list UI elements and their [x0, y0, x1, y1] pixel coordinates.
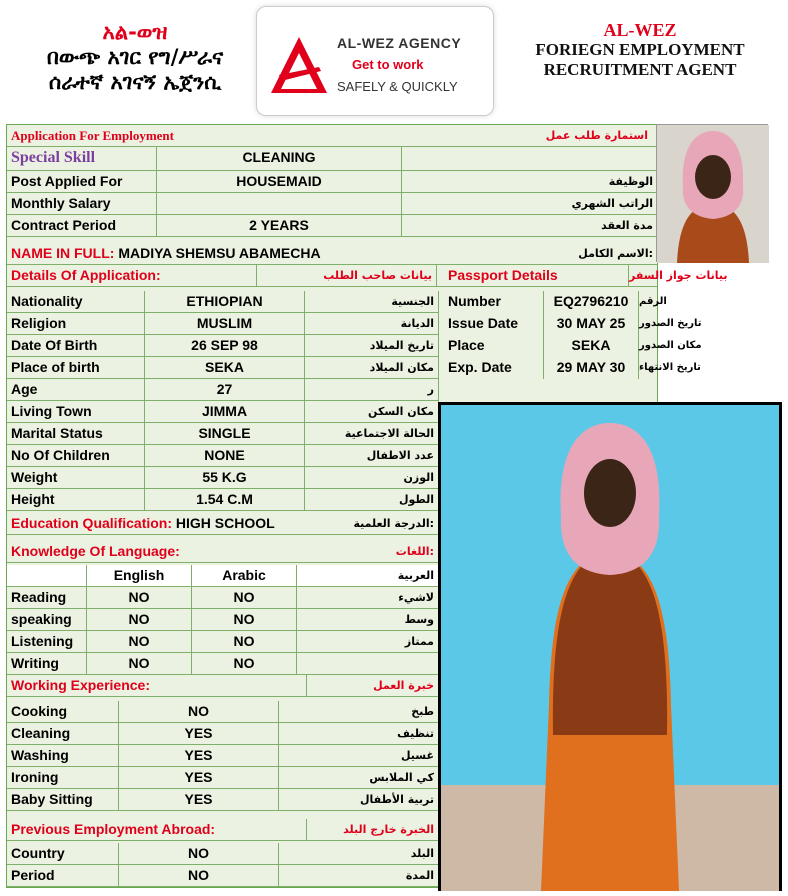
salary-label-ar: الراتب الشهري: [571, 197, 653, 210]
experience-value: YES: [119, 723, 279, 744]
detail-label: No Of Children: [7, 445, 145, 466]
full-name-label-ar: الاسم الكامل:: [578, 247, 653, 260]
language-skill-label: Writing: [7, 653, 87, 674]
experience-row: [7, 745, 439, 767]
detail-row: [7, 423, 439, 445]
english-agency-name: AL-WEZ: [603, 20, 677, 40]
passport-value: 30 MAY 25: [544, 313, 639, 335]
details-title-ar: بيانات صاحب الطلب: [257, 265, 437, 286]
experience-label-ar: تنظيف: [279, 723, 439, 744]
post-value: HOUSEMAID: [157, 171, 402, 192]
language-skill-label: Listening: [7, 631, 87, 652]
passport-row: [7, 313, 657, 335]
language-arabic-level: NO: [192, 631, 297, 652]
full-body-photo: [438, 402, 782, 891]
language-skill-ar: ممتاز: [297, 631, 439, 652]
language-english-level: NO: [87, 631, 192, 652]
detail-row: [7, 401, 439, 423]
language-row: [7, 631, 439, 653]
detail-label-ar: ر: [305, 379, 439, 400]
experience-value: NO: [119, 701, 279, 722]
post-label: Post Applied For: [7, 171, 157, 192]
passport-label: Exp. Date: [444, 357, 544, 379]
experience-title-ar: خبرة العمل: [307, 675, 439, 696]
amharic-line-2: በውጭ አገር የግ/ሥራና: [46, 45, 224, 69]
detail-label-ar: الوزن: [305, 467, 439, 488]
experience-label: Baby Sitting: [7, 789, 119, 810]
plane-logo-icon: [269, 35, 329, 95]
language-skill-ar: [297, 653, 439, 674]
abroad-title-ar: الخبرة خارج البلد: [307, 819, 439, 840]
detail-label: Nationality: [7, 291, 145, 312]
detail-label: Place of birth: [7, 357, 145, 378]
passport-photo: [656, 124, 768, 262]
passport-row: [7, 357, 657, 379]
language-row: [7, 587, 439, 609]
detail-label: Living Town: [7, 401, 145, 422]
detail-label: Age: [7, 379, 145, 400]
detail-label-ar: مكان السكن: [305, 401, 439, 422]
abroad-title-row: [7, 819, 439, 841]
education-label: Education Qualification:: [11, 515, 173, 531]
application-title: Application For Employment: [11, 128, 174, 143]
abroad-value: NO: [119, 865, 279, 886]
special-skill-value: CLEANING: [157, 147, 402, 170]
detail-label: Date Of Birth: [7, 335, 145, 356]
details-title-row: [7, 265, 728, 287]
experience-label-ar: تربية الأطفال: [279, 789, 439, 810]
detail-label: Height: [7, 489, 145, 510]
language-arabic-level: NO: [192, 653, 297, 674]
logo-name: AL-WEZ AGENCY: [337, 35, 462, 51]
language-title-ar: اللغات:: [327, 541, 439, 562]
english-header: [520, 20, 760, 80]
language-arabic-level: NO: [192, 609, 297, 630]
post-label-ar: الوظيفة: [608, 175, 653, 188]
language-row: [7, 609, 439, 631]
english-line-2: FORIEGN EMPLOYMENT: [535, 40, 745, 59]
detail-row: [7, 379, 439, 401]
experience-label-ar: كي الملابس: [279, 767, 439, 788]
experience-label: Ironing: [7, 767, 119, 788]
detail-label: Religion: [7, 313, 145, 334]
language-col-english: English: [87, 565, 192, 586]
amharic-agency-name: አል-ወዝ: [102, 20, 168, 44]
passport-row: [7, 291, 657, 313]
experience-label: Washing: [7, 745, 119, 766]
language-title: Knowledge Of Language:: [11, 543, 180, 559]
language-skill-label: Reading: [7, 587, 87, 608]
full-name-row: [7, 243, 657, 265]
agency-logo: [256, 6, 494, 116]
passport-label: Issue Date: [444, 313, 544, 335]
language-english-level: NO: [87, 587, 192, 608]
experience-label: Cooking: [7, 701, 119, 722]
experience-value: YES: [119, 745, 279, 766]
amharic-line-3: ሰራተኛ አገናኝ ኤጀንሲ: [48, 70, 222, 94]
abroad-label: Country: [7, 843, 119, 864]
detail-label: Marital Status: [7, 423, 145, 444]
abroad-row: [7, 865, 439, 887]
language-english-level: NO: [87, 653, 192, 674]
experience-row: [7, 789, 439, 811]
education-row: [7, 513, 439, 535]
special-skill-label: Special Skill: [7, 147, 157, 170]
passport-row: [7, 335, 657, 357]
abroad-label-ar: البلد: [279, 843, 439, 864]
amharic-header: [20, 20, 250, 95]
experience-value: YES: [119, 767, 279, 788]
experience-row: [7, 701, 439, 723]
contract-label: Contract Period: [7, 215, 157, 236]
detail-value: SINGLE: [145, 423, 305, 444]
full-name-label: NAME IN FULL:: [11, 245, 115, 261]
contract-label-ar: مدة العقد: [601, 219, 653, 232]
abroad-label-ar: المدة: [279, 865, 439, 886]
passport-value: 29 MAY 30: [544, 357, 639, 379]
passport-label: Number: [444, 291, 544, 313]
experience-title-row: [7, 675, 439, 697]
experience-label: Cleaning: [7, 723, 119, 744]
language-header-row: [7, 565, 439, 587]
language-col-ar: العربية: [297, 565, 439, 586]
salary-value: [157, 193, 402, 214]
passport-label-ar: تاريخ الصدور: [639, 318, 702, 329]
person-full-body-icon: [441, 405, 779, 891]
detail-value: 1.54 C.M: [145, 489, 305, 510]
post-row: [7, 171, 657, 193]
language-english-level: NO: [87, 609, 192, 630]
experience-title: Working Experience:: [7, 675, 307, 696]
full-name-value: MADIYA SHEMSU ABAMECHA: [118, 245, 321, 261]
detail-row: [7, 489, 439, 511]
detail-label-ar: الديانة: [305, 313, 439, 334]
abroad-label: Period: [7, 865, 119, 886]
application-title-row: [7, 125, 657, 147]
detail-row: [7, 445, 439, 467]
passport-title: Passport Details: [444, 265, 629, 286]
experience-value: YES: [119, 789, 279, 810]
contract-row: [7, 215, 657, 237]
detail-value: 27: [145, 379, 305, 400]
detail-value: ETHIOPIAN: [145, 291, 305, 312]
special-skill-blank: [402, 147, 657, 170]
logo-subtitle: SAFELY & QUICKLY: [337, 79, 458, 94]
detail-value: SEKA: [145, 357, 305, 378]
contract-value: 2 YEARS: [157, 215, 402, 236]
salary-row: [7, 193, 657, 215]
detail-label-ar: مكان الميلاد: [305, 357, 439, 378]
education-label-ar: الدرجة العلمية:: [327, 513, 439, 534]
passport-value: EQ2796210: [544, 291, 639, 313]
language-arabic-level: NO: [192, 587, 297, 608]
passport-title-ar: بيانات جواز السفر: [629, 269, 728, 282]
passport-label: Place: [444, 335, 544, 357]
english-line-3: RECRUITMENT AGENT: [543, 60, 737, 79]
passport-label-ar: تاريخ الانتهاء: [639, 362, 701, 373]
salary-label: Monthly Salary: [7, 193, 157, 214]
experience-row: [7, 767, 439, 789]
experience-row: [7, 723, 439, 745]
detail-label-ar: عدد الاطفال: [305, 445, 439, 466]
language-title-row: [7, 541, 439, 563]
detail-value: MUSLIM: [145, 313, 305, 334]
abroad-value: NO: [119, 843, 279, 864]
experience-label-ar: طبخ: [279, 701, 439, 722]
application-title-ar: استمارة طلب عمل: [545, 129, 648, 142]
abroad-title: Previous Employment Abroad:: [7, 819, 307, 840]
detail-label-ar: الطول: [305, 489, 439, 510]
language-skill-label: speaking: [7, 609, 87, 630]
passport-value: SEKA: [544, 335, 639, 357]
passport-label-ar: الرقم: [639, 296, 667, 307]
detail-value: JIMMA: [145, 401, 305, 422]
detail-label: Weight: [7, 467, 145, 488]
language-skill-ar: وسط: [297, 609, 439, 630]
detail-label-ar: تاريخ الميلاد: [305, 335, 439, 356]
detail-label-ar: الحالة الاجتماعية: [305, 423, 439, 444]
language-row: [7, 653, 439, 675]
passport-label-ar: مكان الصدور: [639, 340, 702, 351]
detail-value: NONE: [145, 445, 305, 466]
language-col-arabic: Arabic: [192, 565, 297, 586]
detail-label-ar: الجنسية: [305, 291, 439, 312]
experience-label-ar: غسيل: [279, 745, 439, 766]
detail-value: 55 K.G: [145, 467, 305, 488]
abroad-row: [7, 843, 439, 865]
person-portrait-icon: [657, 125, 769, 263]
logo-tagline: Get to work: [352, 57, 424, 72]
language-skill-ar: لاشيء: [297, 587, 439, 608]
education-value: HIGH SCHOOL: [175, 515, 275, 531]
detail-row: [7, 467, 439, 489]
detail-value: 26 SEP 98: [145, 335, 305, 356]
details-title: Details Of Application:: [7, 265, 257, 286]
special-skill-row: [7, 147, 657, 171]
